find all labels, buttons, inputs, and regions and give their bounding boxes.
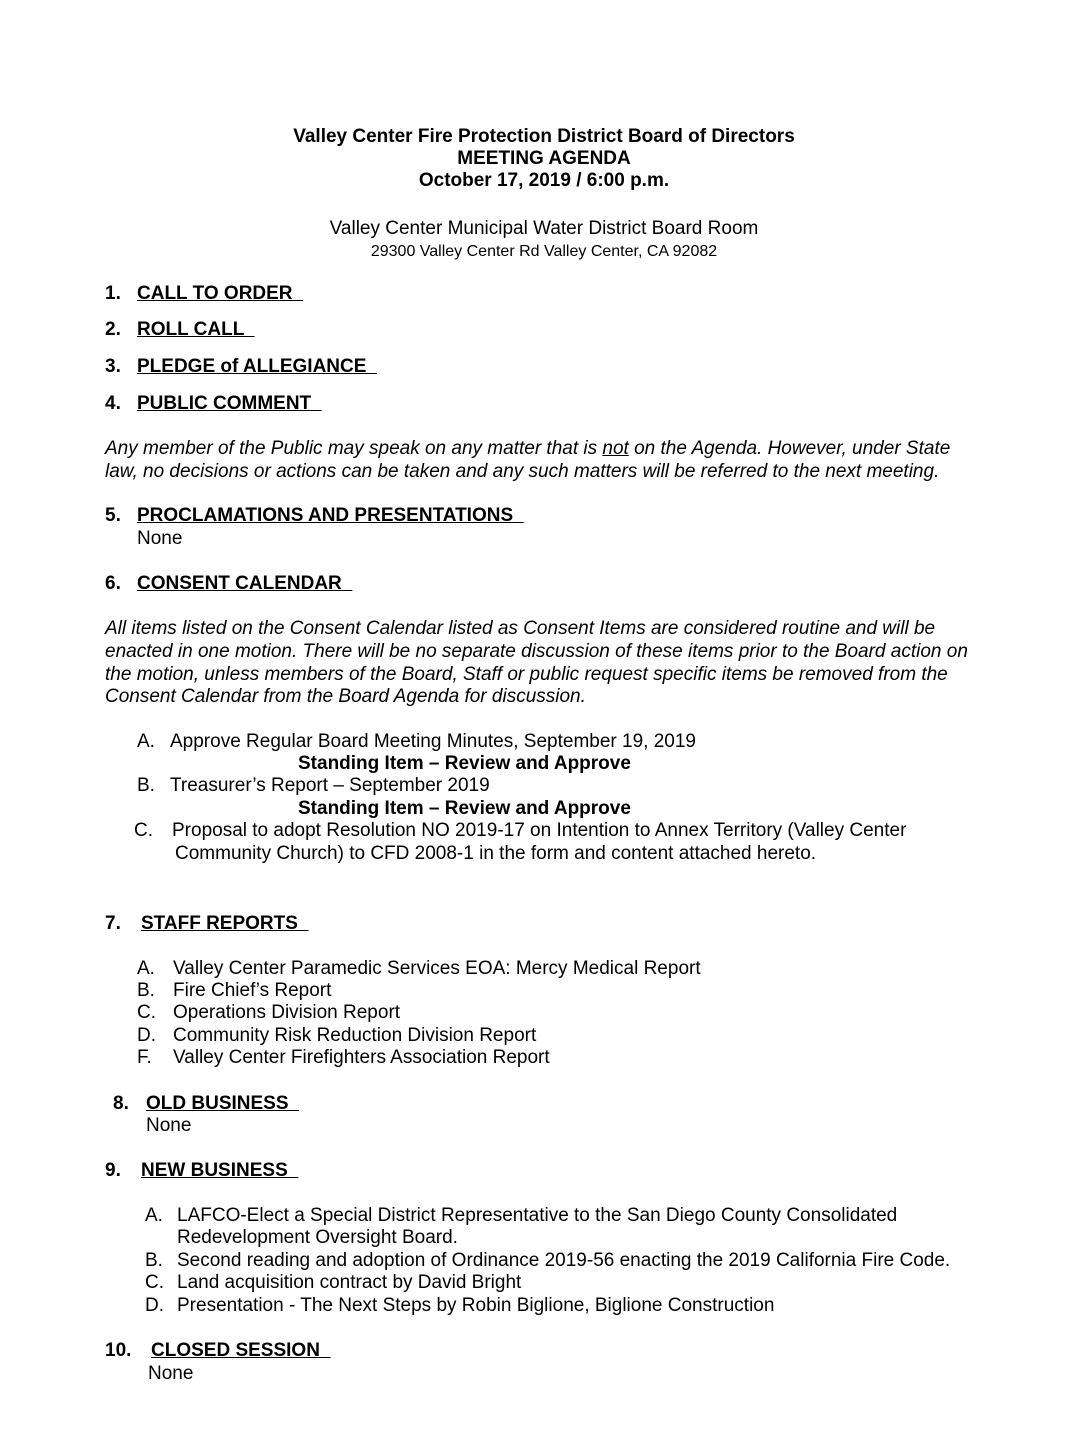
consent-item-c-line2: Community Church) to CFD 2008-1 in the form and content attached hereto. (175, 843, 817, 864)
new-business-item (145, 1272, 521, 1294)
closed-session-body: None (148, 1363, 194, 1384)
agenda-title-board: Valley Center Fire Protection District Board of Directors (293, 126, 795, 147)
consent-text-line4: Consent Calendar from the Board Agenda for discussion. (105, 686, 586, 707)
new-business-item (145, 1250, 950, 1272)
item-text: Land acquisition contract by David Bright (177, 1272, 522, 1293)
item-letter: B. (137, 980, 155, 1001)
section-roll-call (105, 319, 255, 341)
section-consent-calendar (105, 573, 352, 595)
item-text: Valley Center Firefighters Association Report (173, 1047, 550, 1068)
item-text: LAFCO-Elect a Special District Representative to the San Diego County Consolidated (177, 1205, 898, 1226)
item-text: Approve Regular Board Meeting Minutes, September 19, 2019 (170, 731, 696, 752)
item-text: Fire Chief’s Report (173, 980, 332, 1001)
agenda-date-time: October 17, 2019 / 6:00 p.m. (418, 170, 670, 191)
consent-item-a-standing: Standing Item – Review and Approve (298, 753, 631, 774)
section-number: 4. (105, 393, 121, 414)
item-text: Second reading and adoption of Ordinance 2019-56 enacting the 2019 California Fire Code. (177, 1250, 951, 1271)
section-number: 2. (105, 319, 121, 340)
new-business-item-line2: Redevelopment Oversight Board. (177, 1227, 458, 1248)
agenda-address: 29300 Valley Center Rd Valley Center, CA 92082 (370, 243, 718, 260)
section-title: CONSENT CALENDAR (137, 573, 353, 594)
item-text: Valley Center Paramedic Services EOA: Mercy Medical Report (173, 958, 701, 979)
agenda-venue: Valley Center Municipal Water District Board Room (329, 218, 759, 239)
section-number: 6. (105, 573, 121, 594)
consent-text-line3: the motion, unless members of the Board, Staff or public request specific items be removed from the (105, 664, 948, 685)
item-text: Proposal to adopt Resolution NO 2019-17 on Intention to Annex Territory (Valley Center (172, 820, 907, 841)
consent-item-b-standing: Standing Item – Review and Approve (298, 798, 631, 819)
item-letter: A. (137, 958, 155, 979)
section-pledge (105, 356, 377, 378)
text-part: on the Agenda. However, under State (628, 438, 951, 459)
section-number: 9. (105, 1160, 121, 1181)
text-emphasis: not (602, 438, 629, 459)
section-title: STAFF REPORTS (141, 913, 309, 934)
staff-report-item (137, 1047, 550, 1069)
item-text: Treasurer’s Report – September 2019 (170, 775, 490, 796)
section-new-business (105, 1160, 298, 1182)
consent-text-line2: enacted in one motion. There will be no separate discussion of these items prior to the Board action on (105, 641, 968, 662)
proclamations-body: None (137, 528, 183, 549)
section-number: 1. (105, 283, 121, 304)
section-number: 8. (113, 1093, 129, 1114)
section-title: PLEDGE of ALLEGIANCE (137, 356, 377, 377)
section-title: OLD BUSINESS (146, 1093, 300, 1114)
section-proclamations (105, 505, 524, 527)
item-letter: B. (145, 1250, 163, 1271)
item-letter: C. (145, 1272, 164, 1293)
consent-item-a (137, 731, 696, 753)
section-title: CALL TO ORDER (137, 283, 304, 304)
section-title: NEW BUSINESS (141, 1160, 299, 1181)
staff-report-item (137, 958, 701, 980)
section-title: PROCLAMATIONS AND PRESENTATIONS (137, 505, 524, 526)
text-part: Any member of the Public may speak on any matter that is (105, 438, 603, 459)
item-text: Operations Division Report (173, 1002, 401, 1023)
new-business-item (145, 1295, 774, 1317)
item-text: Presentation - The Next Steps by Robin Biglione, Biglione Construction (177, 1295, 775, 1316)
section-title: PUBLIC COMMENT (137, 393, 322, 414)
item-letter: D. (145, 1295, 164, 1316)
staff-report-item (137, 1025, 536, 1047)
section-number: 5. (105, 505, 121, 526)
section-title: ROLL CALL (137, 319, 255, 340)
consent-item-c (134, 820, 906, 842)
item-letter: A. (137, 731, 155, 752)
section-call-to-order (105, 283, 303, 305)
item-letter: F. (137, 1047, 152, 1068)
new-business-item (145, 1205, 897, 1227)
public-comment-text (105, 438, 950, 460)
section-staff-reports (105, 913, 308, 935)
section-public-comment (105, 393, 322, 415)
staff-report-item (137, 1002, 400, 1024)
section-old-business (113, 1093, 299, 1115)
item-text: Community Risk Reduction Division Report (173, 1025, 537, 1046)
consent-item-b (137, 775, 490, 797)
section-number: 7. (105, 913, 121, 934)
item-letter: B. (137, 775, 155, 796)
old-business-body: None (146, 1115, 192, 1136)
section-title: CLOSED SESSION (151, 1340, 331, 1361)
consent-text-line1: All items listed on the Consent Calendar listed as Consent Items are considered routine and will be (105, 618, 936, 639)
staff-report-item (137, 980, 331, 1002)
section-number: 10. (105, 1340, 132, 1361)
agenda-title-meeting: MEETING AGENDA (457, 148, 631, 169)
section-number: 3. (105, 356, 121, 377)
item-letter: C. (137, 1002, 156, 1023)
public-comment-text-line2: law, no decisions or actions can be taken and any such matters will be referred to the next meeting. (105, 461, 940, 482)
item-letter: A. (145, 1205, 163, 1226)
section-closed-session (105, 1340, 330, 1362)
item-letter: D. (137, 1025, 156, 1046)
item-letter: C. (134, 820, 153, 841)
